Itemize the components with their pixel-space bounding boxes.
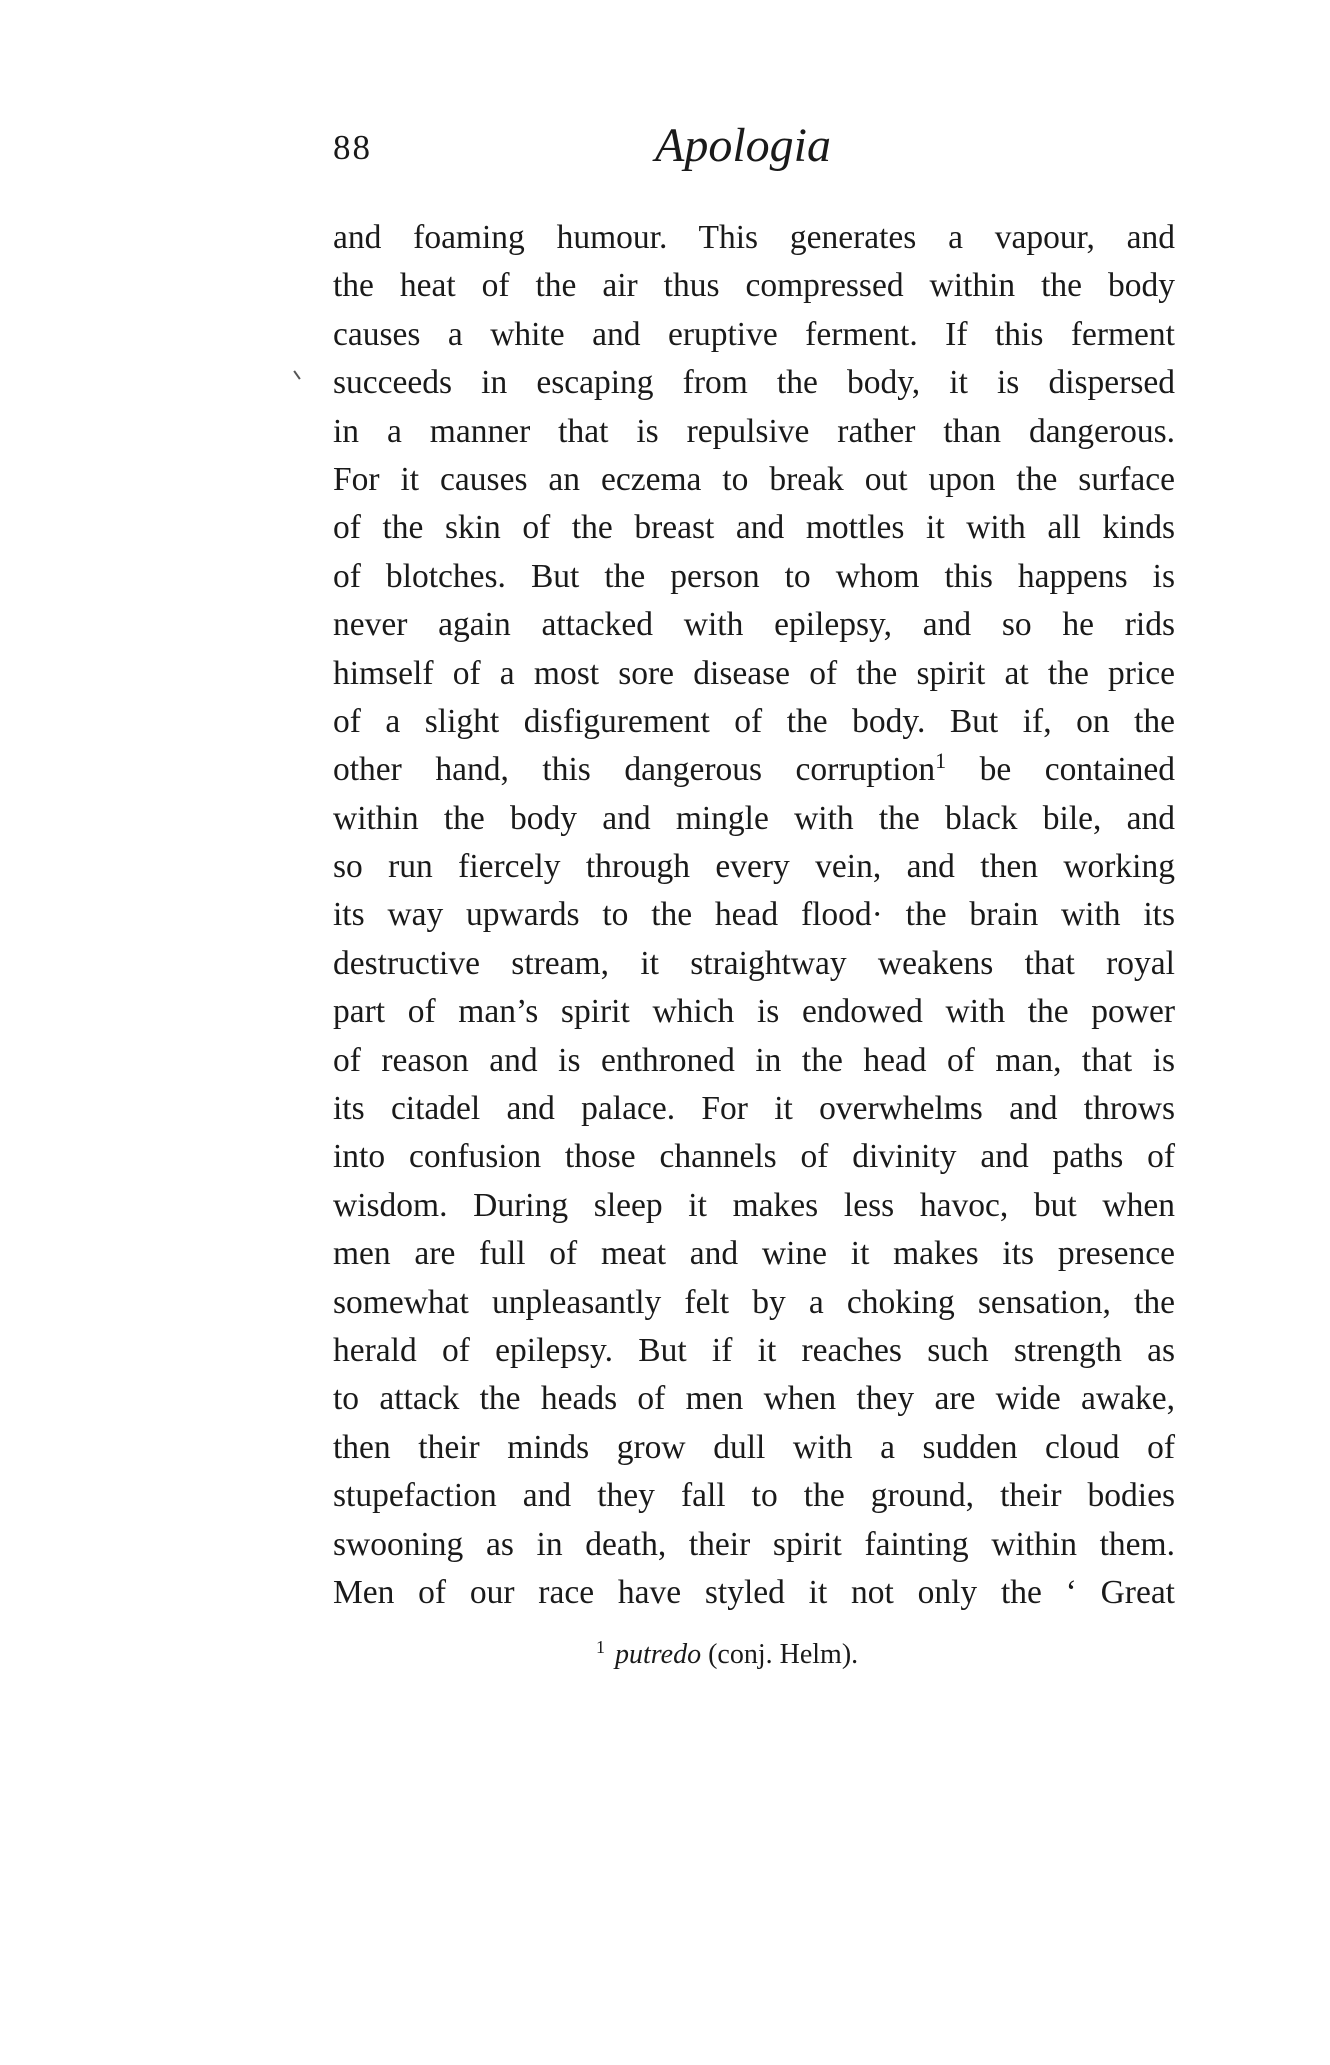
- text-line: to attack the heads of men when they are wide awake,: [333, 1380, 1175, 1418]
- footnote: [596, 1637, 858, 1671]
- text-line: wisdom. During sleep it makes less havoc, but when: [333, 1186, 1175, 1224]
- text-line: of blotches. But the person to whom this happens is: [333, 557, 1175, 595]
- text-line: never again attacked with epilepsy, and so he rids: [333, 606, 1175, 644]
- text-segment: be contained: [946, 751, 1176, 789]
- text-line: men are full of meat and wine it makes its presence: [333, 1235, 1175, 1273]
- body-text: [333, 214, 1175, 1617]
- text-line: succeeds in escaping from the body, it is dispersed: [333, 364, 1175, 402]
- text-line: Men of our race have styled it not only the ‘ Great: [333, 1573, 1175, 1611]
- text-line: stupefaction and they fall to the ground, their bodies: [333, 1477, 1175, 1515]
- text-line: into confusion those channels of divinity and paths of: [333, 1138, 1175, 1176]
- text-line: so run fiercely through every vein, and then working: [333, 848, 1175, 886]
- text-line: causes a white and eruptive ferment. If this ferment: [333, 315, 1175, 353]
- text-line: of reason and is enthroned in the head of man, that is: [333, 1041, 1175, 1079]
- text-line: then their minds grow dull with a sudden cloud of: [333, 1428, 1175, 1466]
- text-line: of the skin of the breast and mottles it with all kinds: [333, 509, 1175, 547]
- text-line: in a manner that is repulsive rather than dangerous.: [333, 412, 1175, 450]
- text-line: swooning as in death, their spirit fainting within them.: [333, 1525, 1175, 1563]
- footnote-reference: 1: [935, 748, 947, 774]
- footnote-text: (conj. Helm).: [701, 1639, 859, 1670]
- running-title: Apologia: [655, 119, 831, 172]
- text-segment: other hand, this dangerous corruption: [333, 751, 936, 789]
- text-line-with-note: [333, 746, 1175, 794]
- footnote-term: putredo: [615, 1639, 702, 1670]
- text-line: For it causes an eczema to break out upon the surface: [333, 460, 1175, 498]
- text-line: its way upwards to the head flood· the brain with its: [333, 896, 1175, 934]
- text-line: the heat of the air thus compressed within the body: [333, 267, 1175, 305]
- text-line: its citadel and palace. For it overwhelms and throws: [333, 1090, 1175, 1128]
- page-number: 88: [333, 128, 372, 167]
- text-line: herald of epilepsy. But if it reaches such strength as: [333, 1331, 1175, 1369]
- text-line: and foaming humour. This generates a vapour, and: [333, 219, 1175, 256]
- text-line: somewhat unpleasantly felt by a choking sensation, the: [333, 1283, 1175, 1321]
- text-line: destructive stream, it straightway weakens that royal: [333, 944, 1175, 982]
- footnote-mark: 1: [596, 1637, 605, 1657]
- text-line: part of man’s spirit which is endowed with the power: [333, 993, 1175, 1031]
- text-line: within the body and mingle with the black bile, and: [333, 799, 1175, 837]
- text-line: of a slight disfigurement of the body. But if, on the: [333, 702, 1175, 740]
- text-line: himself of a most sore disease of the spirit at the price: [333, 654, 1175, 692]
- margin-mark: [293, 370, 300, 379]
